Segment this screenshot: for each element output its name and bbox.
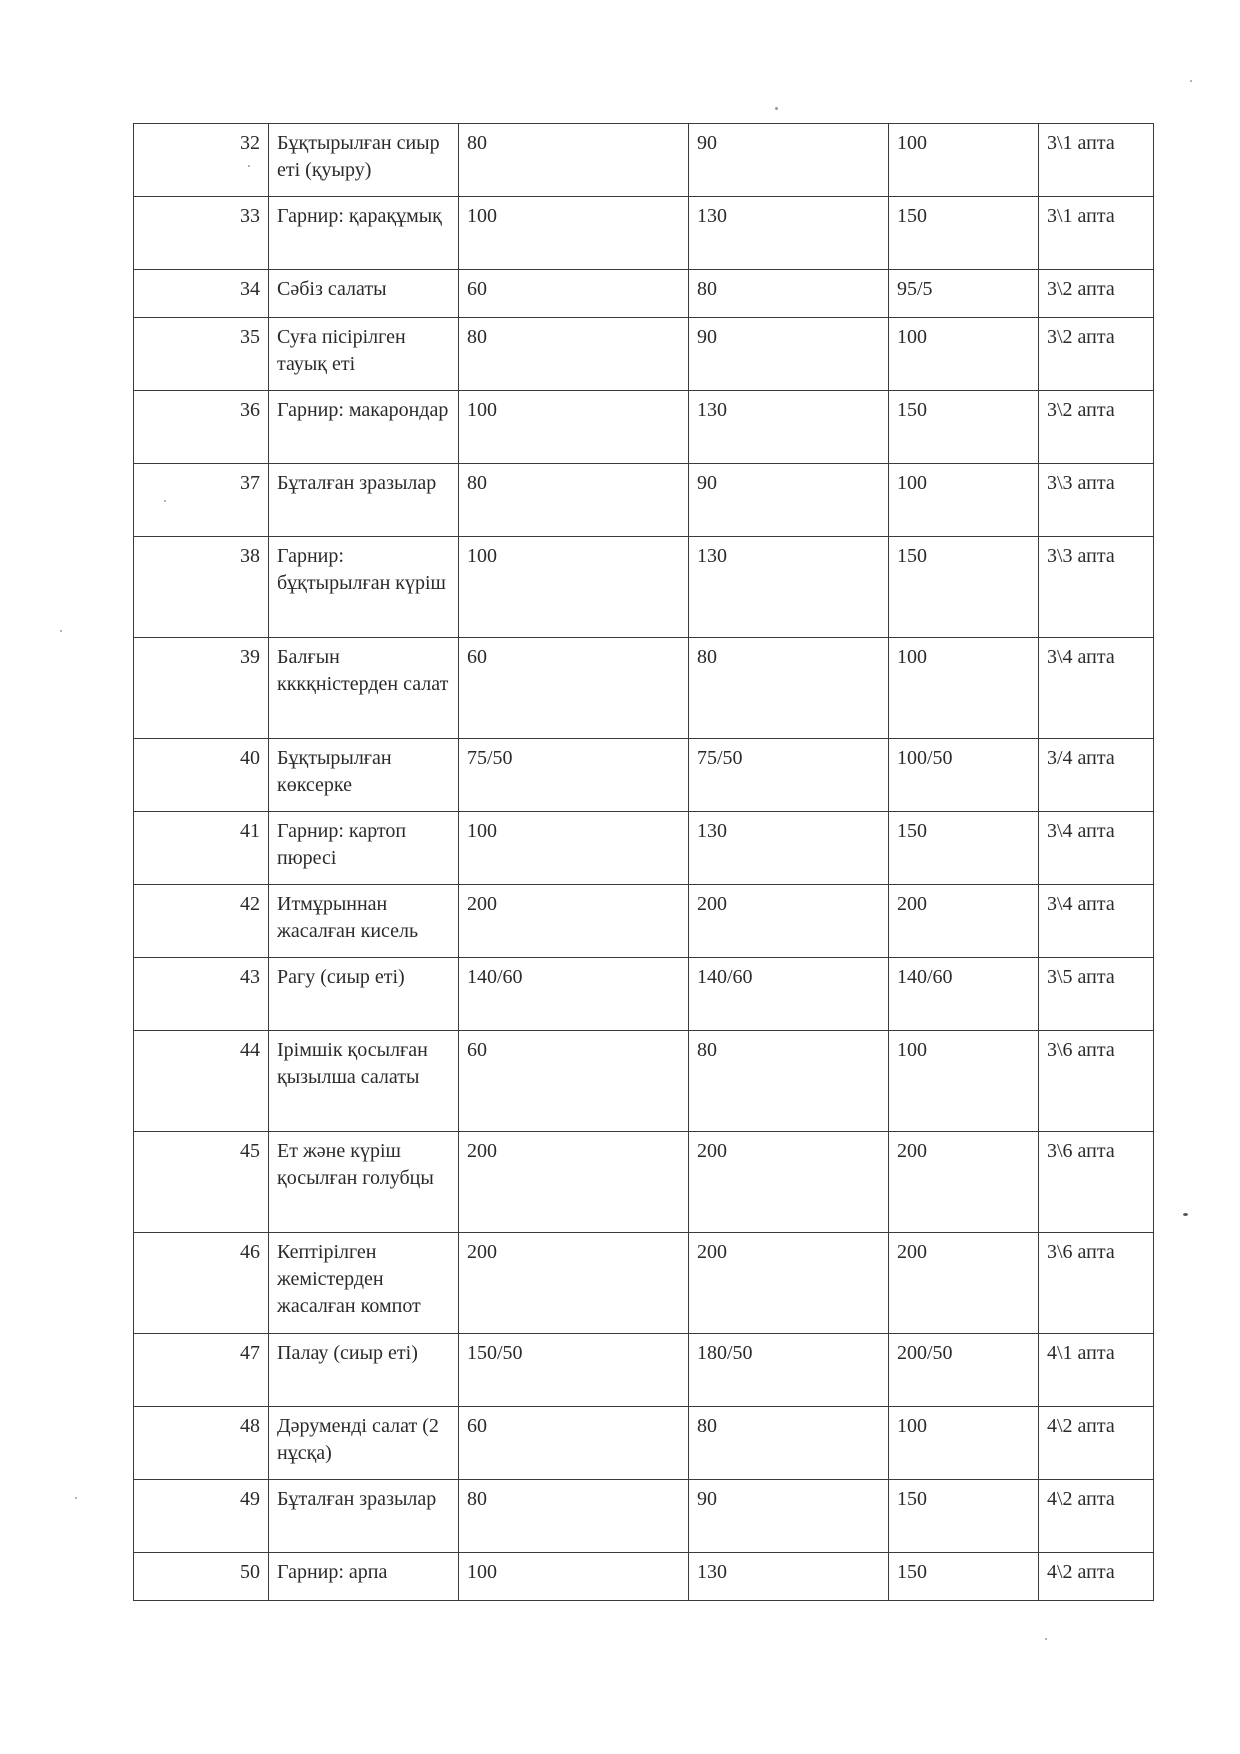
portion-value-3: 100/50: [889, 739, 1039, 812]
week-label: 3\3 апта: [1039, 537, 1154, 638]
portion-value-1: 60: [459, 638, 689, 739]
dish-name: Ірімшік қосылған қызылша салаты: [269, 1031, 459, 1132]
row-number: 47: [134, 1334, 269, 1407]
portion-value-3: 200/50: [889, 1334, 1039, 1407]
portion-value-2: 130: [689, 197, 889, 270]
dish-name: Суға пісірілген тауық еті: [269, 318, 459, 391]
week-label: 4\1 апта: [1039, 1334, 1154, 1407]
week-label: 3\6 апта: [1039, 1132, 1154, 1233]
table-row: [134, 739, 1154, 812]
portion-value-1: 100: [459, 812, 689, 885]
portion-value-2: 80: [689, 638, 889, 739]
portion-value-3: 100: [889, 124, 1039, 197]
portion-value-1: 60: [459, 1031, 689, 1132]
table-body: [134, 124, 1154, 1601]
row-number: 45: [134, 1132, 269, 1233]
table-row: [134, 537, 1154, 638]
portion-value-1: 140/60: [459, 958, 689, 1031]
portion-value-1: 80: [459, 124, 689, 197]
table-row: [134, 464, 1154, 537]
dish-name: Бұқтырылған сиыр еті (қуыру): [269, 124, 459, 197]
portion-value-3: 150: [889, 1480, 1039, 1553]
portion-value-3: 95/5: [889, 270, 1039, 318]
table-row: [134, 1233, 1154, 1334]
dish-name: Гарнир: макарондар: [269, 391, 459, 464]
row-number: 38: [134, 537, 269, 638]
portion-value-2: 130: [689, 812, 889, 885]
portion-value-3: 100: [889, 1031, 1039, 1132]
portion-value-3: 100: [889, 1407, 1039, 1480]
row-number: 44: [134, 1031, 269, 1132]
week-label: 3\4 апта: [1039, 638, 1154, 739]
portion-value-2: 75/50: [689, 739, 889, 812]
row-number: 36: [134, 391, 269, 464]
dish-name: Гарнир: картоп пюресі: [269, 812, 459, 885]
week-label: 4\2 апта: [1039, 1553, 1154, 1601]
week-label: 3\2 апта: [1039, 318, 1154, 391]
table-row: [134, 318, 1154, 391]
table-row: [134, 1553, 1154, 1601]
row-number: 46: [134, 1233, 269, 1334]
week-label: 3/4 апта: [1039, 739, 1154, 812]
table-row: [134, 1031, 1154, 1132]
menu-portion-table: [133, 123, 1154, 1601]
row-number: 32: [134, 124, 269, 197]
row-number: 40: [134, 739, 269, 812]
portion-value-1: 60: [459, 270, 689, 318]
dish-name: Палау (сиыр еті): [269, 1334, 459, 1407]
portion-value-2: 180/50: [689, 1334, 889, 1407]
portion-value-2: 90: [689, 1480, 889, 1553]
dish-name: Дәруменді салат (2 нұсқа): [269, 1407, 459, 1480]
portion-value-1: 200: [459, 885, 689, 958]
portion-value-1: 100: [459, 537, 689, 638]
portion-value-1: 80: [459, 1480, 689, 1553]
row-number: 39: [134, 638, 269, 739]
week-label: 3\2 апта: [1039, 270, 1154, 318]
week-label: 3\5 апта: [1039, 958, 1154, 1031]
row-number: 49: [134, 1480, 269, 1553]
portion-value-3: 150: [889, 537, 1039, 638]
portion-value-1: 150/50: [459, 1334, 689, 1407]
portion-value-3: 100: [889, 638, 1039, 739]
row-number: 50: [134, 1553, 269, 1601]
portion-value-3: 140/60: [889, 958, 1039, 1031]
dish-name: Гарнир: арпа: [269, 1553, 459, 1601]
row-number: 35: [134, 318, 269, 391]
dish-name: Бұталған зразылар: [269, 464, 459, 537]
portion-value-1: 60: [459, 1407, 689, 1480]
table-row: [134, 197, 1154, 270]
dish-name: Кептірілген жемістерден жасалған компот: [269, 1233, 459, 1334]
table-row: [134, 391, 1154, 464]
dish-name: Бұталған зразылар: [269, 1480, 459, 1553]
portion-value-3: 150: [889, 812, 1039, 885]
portion-value-3: 200: [889, 1233, 1039, 1334]
portion-value-3: 200: [889, 1132, 1039, 1233]
portion-value-2: 130: [689, 537, 889, 638]
table-row: [134, 270, 1154, 318]
dish-name: Рагу (сиыр еті): [269, 958, 459, 1031]
row-number: 37: [134, 464, 269, 537]
portion-value-2: 90: [689, 464, 889, 537]
scan-speck: [164, 500, 166, 502]
scan-speck: [1190, 80, 1192, 82]
scan-speck: [1045, 1638, 1047, 1640]
table-row: [134, 1480, 1154, 1553]
week-label: 3\3 апта: [1039, 464, 1154, 537]
week-label: 3\1 апта: [1039, 124, 1154, 197]
dish-name: Бұқтырылған көксерке: [269, 739, 459, 812]
week-label: 3\4 апта: [1039, 812, 1154, 885]
portion-value-1: 200: [459, 1233, 689, 1334]
row-number: 34: [134, 270, 269, 318]
portion-value-2: 90: [689, 318, 889, 391]
scan-speck: [75, 1497, 77, 1499]
portion-value-3: 100: [889, 464, 1039, 537]
portion-value-1: 100: [459, 1553, 689, 1601]
scan-speck: [248, 165, 250, 167]
row-number: 42: [134, 885, 269, 958]
table-row: [134, 638, 1154, 739]
portion-value-2: 80: [689, 270, 889, 318]
portion-value-2: 80: [689, 1407, 889, 1480]
portion-value-3: 200: [889, 885, 1039, 958]
portion-value-2: 130: [689, 1553, 889, 1601]
scan-speck: [60, 630, 62, 632]
table-row: [134, 885, 1154, 958]
portion-value-1: 75/50: [459, 739, 689, 812]
scan-speck: [1183, 1213, 1188, 1216]
table-row: [134, 1407, 1154, 1480]
portion-value-2: 130: [689, 391, 889, 464]
portion-value-2: 140/60: [689, 958, 889, 1031]
table-row: [134, 812, 1154, 885]
portion-value-3: 100: [889, 318, 1039, 391]
week-label: 3\4 апта: [1039, 885, 1154, 958]
portion-value-2: 80: [689, 1031, 889, 1132]
table-row: [134, 958, 1154, 1031]
week-label: 3\1 апта: [1039, 197, 1154, 270]
row-number: 48: [134, 1407, 269, 1480]
table-row: [134, 1132, 1154, 1233]
portion-value-2: 200: [689, 1132, 889, 1233]
row-number: 43: [134, 958, 269, 1031]
portion-value-1: 200: [459, 1132, 689, 1233]
week-label: 3\6 апта: [1039, 1031, 1154, 1132]
portion-value-2: 90: [689, 124, 889, 197]
row-number: 41: [134, 812, 269, 885]
row-number: 33: [134, 197, 269, 270]
portion-value-1: 80: [459, 318, 689, 391]
table-row: [134, 124, 1154, 197]
portion-value-3: 150: [889, 391, 1039, 464]
table-row: [134, 1334, 1154, 1407]
portion-value-1: 100: [459, 391, 689, 464]
dish-name: Сәбіз салаты: [269, 270, 459, 318]
week-label: 3\6 апта: [1039, 1233, 1154, 1334]
dish-name: Итмұрыннан жасалған кисель: [269, 885, 459, 958]
portion-value-1: 100: [459, 197, 689, 270]
dish-name: Гарнир: қарақұмық: [269, 197, 459, 270]
portion-value-2: 200: [689, 885, 889, 958]
week-label: 4\2 апта: [1039, 1480, 1154, 1553]
portion-value-2: 200: [689, 1233, 889, 1334]
scan-speck: [775, 107, 778, 110]
portion-value-1: 80: [459, 464, 689, 537]
week-label: 3\2 апта: [1039, 391, 1154, 464]
dish-name: Гарнир: бұқтырылған күріш: [269, 537, 459, 638]
portion-value-3: 150: [889, 197, 1039, 270]
dish-name: Ет және күріш қосылған голубцы: [269, 1132, 459, 1233]
week-label: 4\2 апта: [1039, 1407, 1154, 1480]
portion-value-3: 150: [889, 1553, 1039, 1601]
dish-name: Балғын кккқністерден салат: [269, 638, 459, 739]
